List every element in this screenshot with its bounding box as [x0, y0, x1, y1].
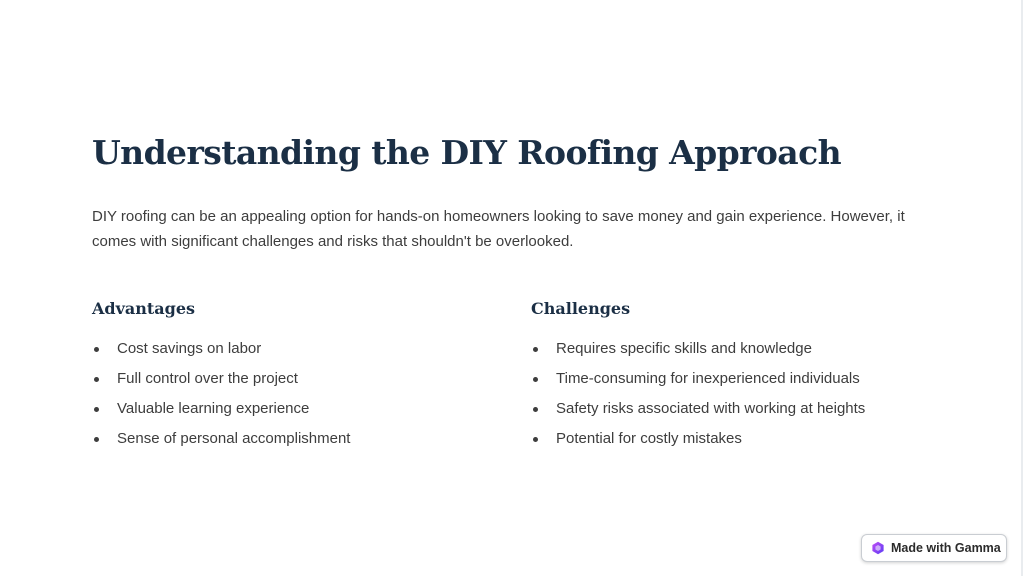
- advantages-column: [92, 298, 531, 454]
- list-item: [92, 364, 531, 394]
- list-item: [92, 394, 531, 424]
- bullet-icon: [533, 407, 538, 412]
- intro-paragraph: DIY roofing can be an appealing option for hands-on homeowners looking to save money and gain experience. However, it comes with significant challenges and risks that shouldn't be overlooked.: [92, 208, 905, 250]
- bullet-icon: [94, 437, 99, 442]
- bullet-icon: [533, 437, 538, 442]
- bullet-icon: [533, 347, 538, 352]
- list-item: [531, 334, 931, 364]
- gamma-logo-icon: [871, 541, 885, 555]
- challenges-list: [531, 334, 931, 454]
- slide-content: [92, 126, 932, 454]
- badge-label: Made with Gamma: [891, 541, 1001, 555]
- list-item: [531, 424, 931, 454]
- advantages-heading: Advantages: [92, 299, 196, 318]
- two-column-section: [92, 298, 932, 454]
- list-item-text: Requires specific skills and knowledge: [556, 340, 812, 357]
- bullet-icon: [94, 377, 99, 382]
- list-item-text: Full control over the project: [117, 370, 298, 387]
- list-item-text: Valuable learning experience: [117, 400, 310, 417]
- list-item-text: Time-consuming for inexperienced individuals: [556, 370, 860, 387]
- list-item-text: Sense of personal accomplishment: [117, 430, 351, 447]
- list-item-text: Potential for costly mistakes: [556, 430, 742, 447]
- list-item-text: Cost savings on labor: [117, 340, 262, 357]
- bullet-icon: [94, 347, 99, 352]
- bullet-icon: [533, 377, 538, 382]
- list-item: [531, 394, 931, 424]
- made-with-gamma-button[interactable]: [861, 534, 1007, 562]
- list-item: [92, 424, 531, 454]
- advantages-list: [92, 334, 531, 454]
- challenges-heading: Challenges: [531, 299, 631, 318]
- challenges-column: [531, 298, 931, 454]
- bullet-icon: [94, 407, 99, 412]
- list-item-text: Safety risks associated with working at heights: [556, 400, 866, 417]
- list-item: [92, 334, 531, 364]
- slide-title: Understanding the DIY Roofing Approach: [92, 133, 841, 172]
- list-item: [531, 364, 931, 394]
